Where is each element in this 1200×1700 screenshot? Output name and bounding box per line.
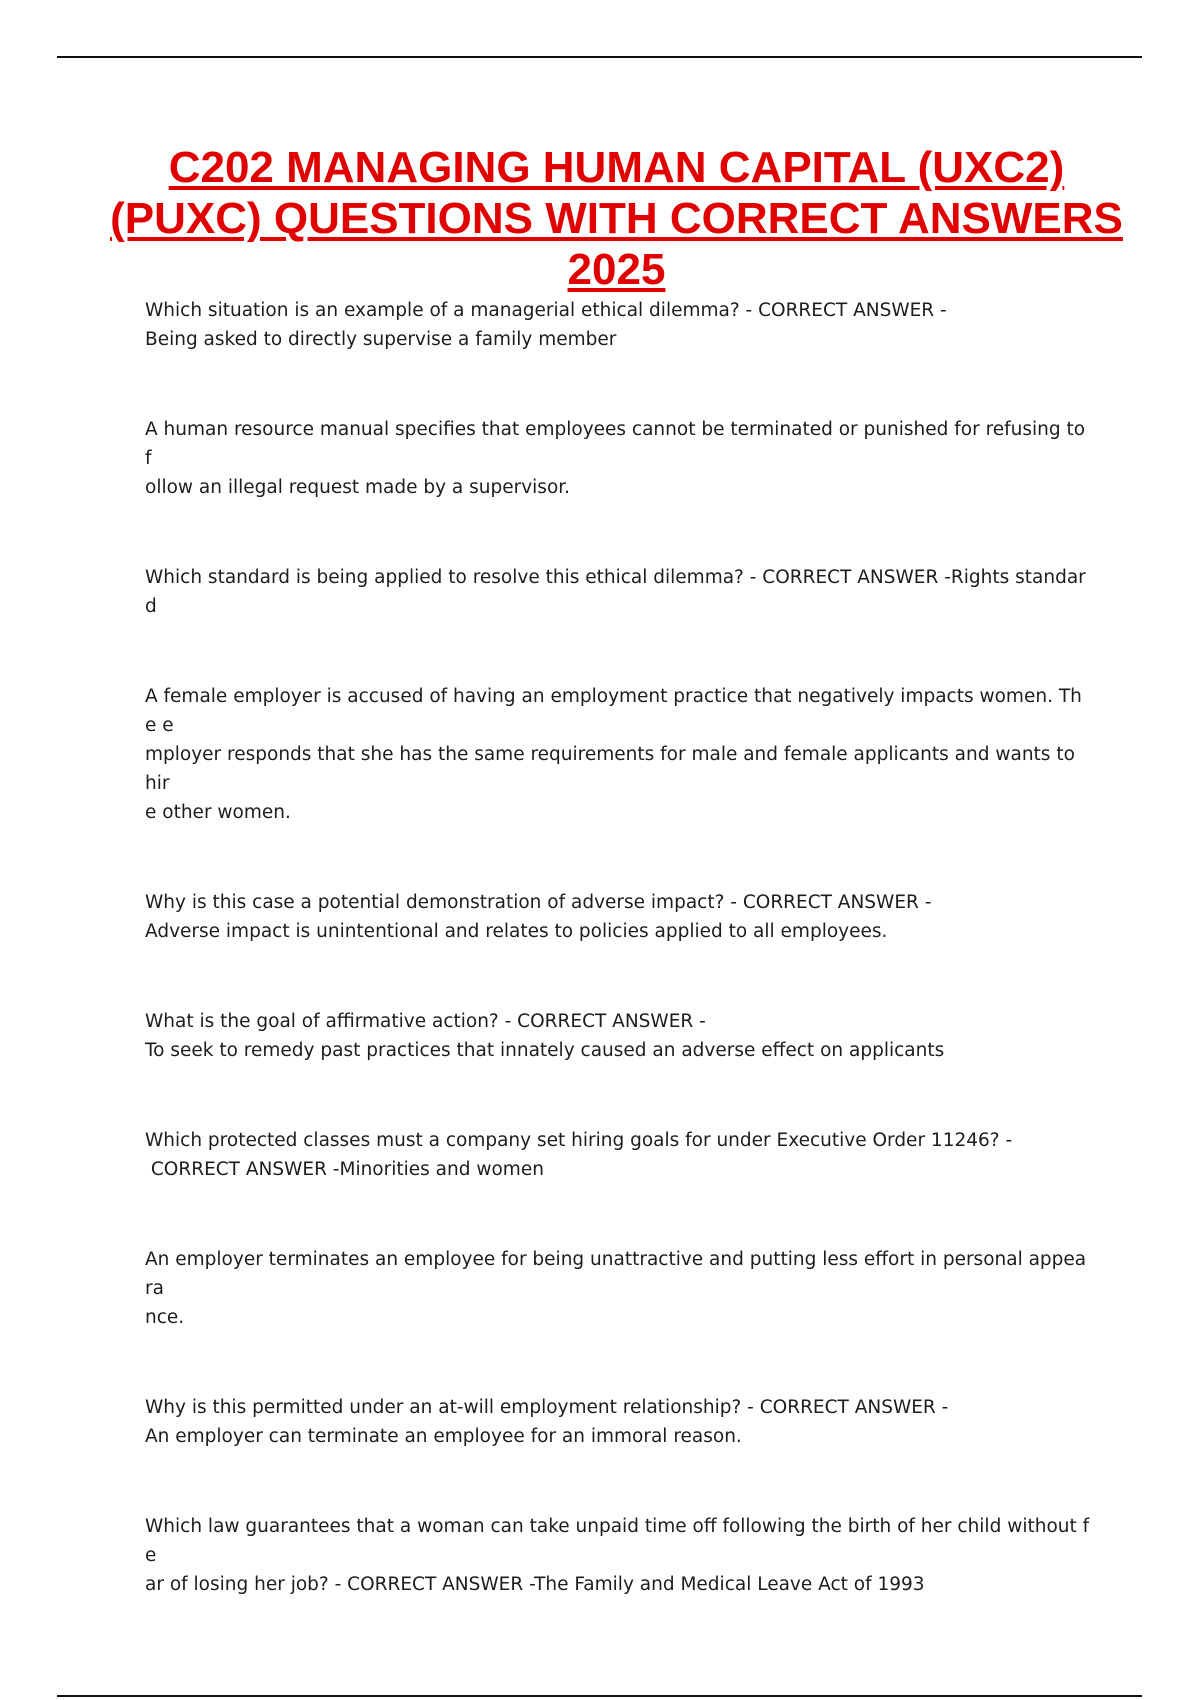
bottom-divider [57,1695,1142,1697]
qa-item [145,1512,1090,1599]
qa-line: Being asked to directly supervise a family member [145,329,617,350]
paragraph-gap [145,1451,1090,1512]
paragraph-gap [145,621,1090,682]
qa-line: An employer can terminate an employee for an immoral reason. [145,1426,742,1447]
document-title: C202 MANAGING HUMAN CAPITAL (UXC2) (PUXC) QUESTIONS WITH CORRECT ANSWERS 2025 [110,143,1123,294]
qa-line: Why is this case a potential demonstration of adverse impact? - CORRECT ANSWER - [145,892,932,913]
qa-line: mployer responds that she has the same requirements for male and female applicants and wants to hir [145,744,1075,794]
paragraph-gap [145,1184,1090,1245]
paragraph-gap [145,502,1090,563]
qa-line: A human resource manual specifies that employees cannot be terminated or punished for refusing to f [145,419,1086,469]
top-divider [57,56,1142,58]
qa-line: e other women. [145,802,291,823]
qa-line: What is the goal of affirmative action? - CORRECT ANSWER - [145,1011,706,1032]
qa-line: nce. [145,1307,185,1328]
qa-item [145,1126,1090,1184]
qa-item [145,1007,1090,1065]
qa-item [145,682,1090,827]
qa-line: Which situation is an example of a managerial ethical dilemma? - CORRECT ANSWER - [145,300,947,321]
qa-item [145,296,1090,354]
qa-line: ar of losing her job? - CORRECT ANSWER -The Family and Medical Leave Act of 1993 [145,1574,925,1595]
qa-list [145,296,1090,1599]
paragraph-gap [145,827,1090,888]
qa-line: Which law guarantees that a woman can take unpaid time off following the birth of her child without fe [145,1516,1090,1566]
qa-item [145,888,1090,946]
qa-line: A female employer is accused of having an employment practice that negatively impacts women. The e [145,686,1082,736]
qa-item [145,1393,1090,1451]
qa-line: ollow an illegal request made by a supervisor. [145,477,571,498]
qa-line: An employer terminates an employee for being unattractive and putting less effort in personal appeara [145,1249,1087,1299]
qa-line: To seek to remedy past practices that innately caused an adverse effect on applicants [145,1040,945,1061]
qa-item [145,415,1090,502]
qa-line: Which standard is being applied to resolve this ethical dilemma? - CORRECT ANSWER -Rights standard [145,567,1086,617]
paragraph-gap [145,946,1090,1007]
qa-item [145,563,1090,621]
qa-item [145,1245,1090,1332]
paragraph-gap [145,1332,1090,1393]
qa-line: Which protected classes must a company set hiring goals for under Executive Order 11246? - [145,1130,1013,1151]
qa-line: Why is this permitted under an at-will employment relationship? - CORRECT ANSWER - [145,1397,949,1418]
qa-line: CORRECT ANSWER -Minorities and women [145,1159,544,1180]
paragraph-gap [145,354,1090,415]
paragraph-gap [145,1065,1090,1126]
qa-line: Adverse impact is unintentional and relates to policies applied to all employees. [145,921,888,942]
